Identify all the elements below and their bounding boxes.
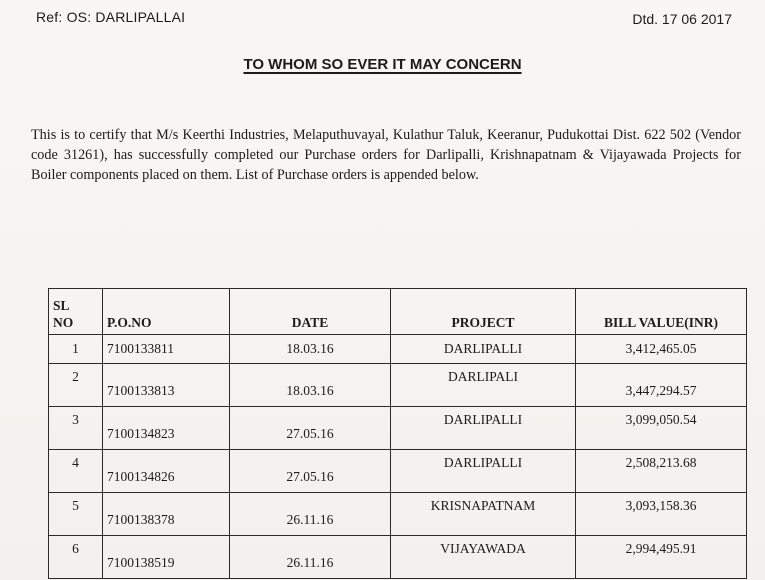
cell-date: 27.05.16 xyxy=(230,450,391,493)
cell-project: DARLIPALLI xyxy=(391,407,576,450)
header-sl-line2: NO xyxy=(53,315,74,330)
header-sl-no xyxy=(49,289,103,335)
cell-bill: 3,099,050.54 xyxy=(576,407,747,450)
cell-sl: 1 xyxy=(49,335,103,364)
purchase-order-table xyxy=(48,288,747,579)
cell-sl: 3 xyxy=(49,407,103,450)
header-bill-value: BILL VALUE(INR) xyxy=(576,289,747,335)
header-project: PROJECT xyxy=(391,289,576,335)
cell-po: 7100134826 xyxy=(103,450,230,493)
table-row xyxy=(49,450,747,493)
cell-bill: 2,994,495.91 xyxy=(576,536,747,579)
header-po-no: P.O.NO xyxy=(103,289,230,335)
cell-date: 27.05.16 xyxy=(230,407,391,450)
cell-project: DARLIPALI xyxy=(391,364,576,407)
cell-bill: 3,093,158.36 xyxy=(576,493,747,536)
cell-project: KRISNAPATNAM xyxy=(391,493,576,536)
cell-project: VIJAYAWADA xyxy=(391,536,576,579)
cell-po: 7100138519 xyxy=(103,536,230,579)
cell-po: 7100133813 xyxy=(103,364,230,407)
certificate-body: This is to certify that M/s Keerthi Industries, Melaputhuvayal, Kulathur Taluk, Keeranur, Pudukottai Dist. 622 502 (Vendor code 31261), has successfully completed our Purchase orders for Darlipalli, Krishnapatnam & Vijayawada Projects for Boiler components placed on them. List of Purchase orders is appended below. xyxy=(31,127,741,183)
document-date: Dtd. 17 06 2017 xyxy=(632,11,732,27)
cell-bill: 2,508,213.68 xyxy=(576,450,747,493)
cell-bill: 3,447,294.57 xyxy=(576,364,747,407)
table-header-row xyxy=(49,289,747,335)
table-row xyxy=(49,536,747,579)
cell-date: 18.03.16 xyxy=(230,364,391,407)
cell-date: 26.11.16 xyxy=(230,493,391,536)
cell-project: DARLIPALLI xyxy=(391,335,576,364)
cell-po: 7100138378 xyxy=(103,493,230,536)
cell-sl: 2 xyxy=(49,364,103,407)
cell-po: 7100133811 xyxy=(103,335,230,364)
cell-sl: 4 xyxy=(49,450,103,493)
document-title xyxy=(0,56,765,73)
table-row xyxy=(49,493,747,536)
cell-project: DARLIPALLI xyxy=(391,450,576,493)
header-sl-line1: SL xyxy=(53,298,70,313)
table-row xyxy=(49,407,747,450)
header-date: DATE xyxy=(230,289,391,335)
reference-line: Ref: OS: DARLIPALLAI xyxy=(36,9,186,25)
cell-date: 26.11.16 xyxy=(230,536,391,579)
cell-po: 7100134823 xyxy=(103,407,230,450)
cell-date: 18.03.16 xyxy=(230,335,391,364)
cell-sl: 5 xyxy=(49,493,103,536)
cell-bill: 3,412,465.05 xyxy=(576,335,747,364)
document-title-text: TO WHOM SO EVER IT MAY CONCERN xyxy=(243,56,522,73)
table-row xyxy=(49,364,747,407)
cell-sl: 6 xyxy=(49,536,103,579)
table-row xyxy=(49,335,747,364)
